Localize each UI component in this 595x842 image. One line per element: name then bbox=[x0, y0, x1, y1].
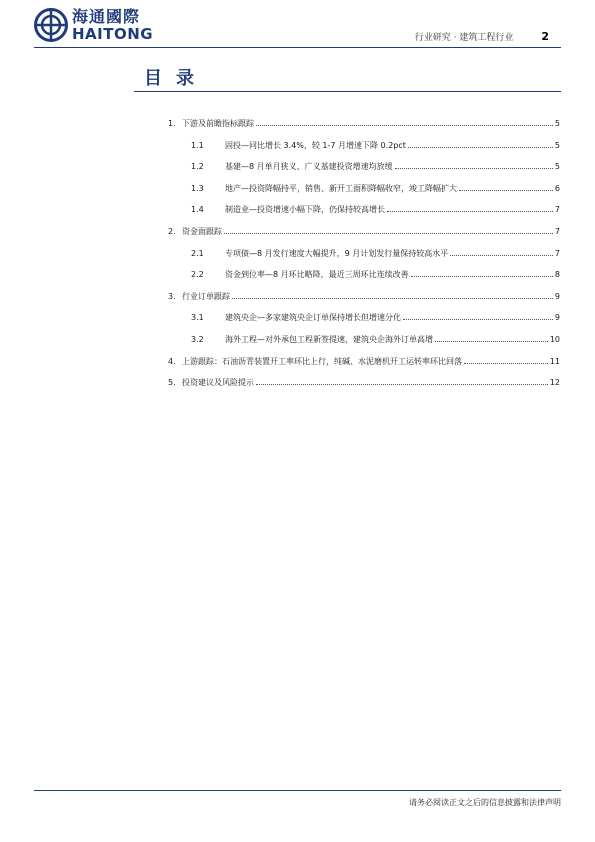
toc-entry-number: 3. bbox=[168, 291, 176, 301]
toc-entry-number: 1.3 bbox=[191, 183, 204, 193]
logo-english-name: HAITONG bbox=[72, 24, 154, 43]
toc-entry-title: 资金面跟踪 bbox=[182, 226, 222, 236]
toc-entry[interactable] bbox=[168, 140, 560, 151]
table-of-contents bbox=[168, 118, 560, 399]
toc-leader-dots bbox=[411, 276, 553, 277]
toc-entry-number: 3.2 bbox=[191, 334, 204, 344]
footer-disclaimer: 请务必阅读正文之后的信息披露和法律声明 bbox=[409, 798, 561, 807]
header-divider bbox=[34, 47, 561, 48]
toc-entry-page: 9 bbox=[554, 313, 560, 323]
toc-entry[interactable] bbox=[168, 377, 560, 388]
toc-leader-dots bbox=[435, 341, 548, 342]
page-header bbox=[415, 30, 549, 43]
toc-entry[interactable] bbox=[168, 291, 560, 302]
toc-entry-page: 7 bbox=[554, 226, 560, 236]
toc-entry-number: 1.4 bbox=[191, 205, 204, 215]
toc-entry-number: 3.1 bbox=[191, 313, 204, 323]
page-number: 2 bbox=[541, 30, 549, 43]
toc-leader-dots bbox=[403, 319, 553, 320]
haitong-logo-icon bbox=[34, 8, 68, 42]
toc-leader-dots bbox=[408, 147, 553, 148]
toc-entry-number: 2.2 bbox=[191, 270, 204, 280]
haitong-logo bbox=[34, 8, 153, 42]
toc-entry-number: 1.1 bbox=[191, 140, 204, 150]
toc-leader-dots bbox=[387, 211, 553, 212]
toc-entry-title: 下游及前瞻指标跟踪 bbox=[182, 119, 254, 128]
toc-entry[interactable] bbox=[168, 183, 560, 194]
toc-entry-number: 5. bbox=[168, 378, 176, 388]
toc-entry-title: 基建—8 月单月狭义、广义基建投资增速均放缓 bbox=[225, 162, 393, 172]
toc-entry-title: 制造业—投资增速小幅下降，仍保持较高增长 bbox=[225, 205, 385, 215]
toc-entry[interactable] bbox=[168, 226, 560, 237]
toc-entry-title: 专项债—8 月发行速度大幅提升，9 月计划发行量保持较高水平 bbox=[225, 248, 449, 258]
toc-entry[interactable] bbox=[168, 248, 560, 259]
toc-leader-dots bbox=[395, 168, 553, 169]
toc-entry-title: 海外工程—对外承包工程新签提速，建筑央企海外订单高增 bbox=[225, 334, 433, 344]
toc-leader-dots bbox=[464, 363, 548, 364]
toc-leader-dots bbox=[450, 255, 553, 256]
toc-entry-page: 9 bbox=[554, 291, 560, 301]
header-section: 行业研究 · 建筑工程行业 bbox=[414, 33, 514, 43]
footer-divider bbox=[34, 790, 561, 791]
toc-entry-page: 5 bbox=[554, 162, 560, 172]
toc-leader-dots bbox=[459, 190, 553, 191]
toc-leader-dots bbox=[232, 298, 553, 299]
toc-entry[interactable] bbox=[168, 161, 560, 172]
toc-entry[interactable] bbox=[168, 356, 560, 367]
toc-entry[interactable] bbox=[168, 269, 560, 280]
toc-entry-page: 12 bbox=[549, 378, 560, 388]
toc-entry-page: 8 bbox=[554, 270, 560, 280]
toc-entry[interactable] bbox=[168, 312, 560, 323]
toc-entry-page: 6 bbox=[554, 183, 560, 193]
toc-title-divider bbox=[134, 91, 561, 92]
toc-entry-page: 5 bbox=[554, 119, 560, 128]
toc-entry-title: 资金到位率—8 月环比略降，最近三周环比连续改善 bbox=[225, 270, 409, 280]
toc-entry-page: 7 bbox=[554, 205, 560, 215]
toc-leader-dots bbox=[256, 125, 553, 126]
logo-chinese-name: 海通國際 bbox=[72, 6, 141, 26]
toc-entry-title: 固投—同比增长 3.4%，较 1-7 月增速下降 0.2pct bbox=[225, 140, 406, 150]
toc-entry-page: 7 bbox=[554, 248, 560, 258]
toc-leader-dots bbox=[224, 233, 553, 234]
toc-entry-title: 投资建议及风险提示 bbox=[182, 378, 254, 388]
toc-entry-number: 1.2 bbox=[191, 162, 204, 172]
toc-entry-page: 11 bbox=[549, 356, 560, 366]
toc-entry-number: 2. bbox=[168, 226, 176, 236]
toc-entry-title: 地产—投资降幅持平，销售、新开工面积降幅收窄，竣工降幅扩大 bbox=[225, 183, 457, 193]
toc-leader-dots bbox=[256, 384, 548, 385]
toc-entry-page: 10 bbox=[549, 334, 560, 344]
toc-entry-number: 1. bbox=[168, 119, 176, 128]
toc-entry-title: 上游跟踪：石油沥青装置开工率环比上行，纯碱、水泥磨机开工运转率环比回落 bbox=[182, 356, 462, 366]
toc-entry-number: 4. bbox=[168, 356, 176, 366]
toc-title: 目录 bbox=[144, 68, 208, 89]
toc-entry-title: 行业订单跟踪 bbox=[182, 291, 230, 301]
toc-entry[interactable] bbox=[168, 334, 560, 345]
toc-entry-page: 5 bbox=[554, 140, 560, 150]
toc-entry[interactable] bbox=[168, 118, 560, 129]
toc-entry[interactable] bbox=[168, 204, 560, 215]
toc-entry-title: 建筑央企—多家建筑央企订单保持增长但增速分化 bbox=[225, 313, 401, 323]
toc-entry-number: 2.1 bbox=[191, 248, 204, 258]
